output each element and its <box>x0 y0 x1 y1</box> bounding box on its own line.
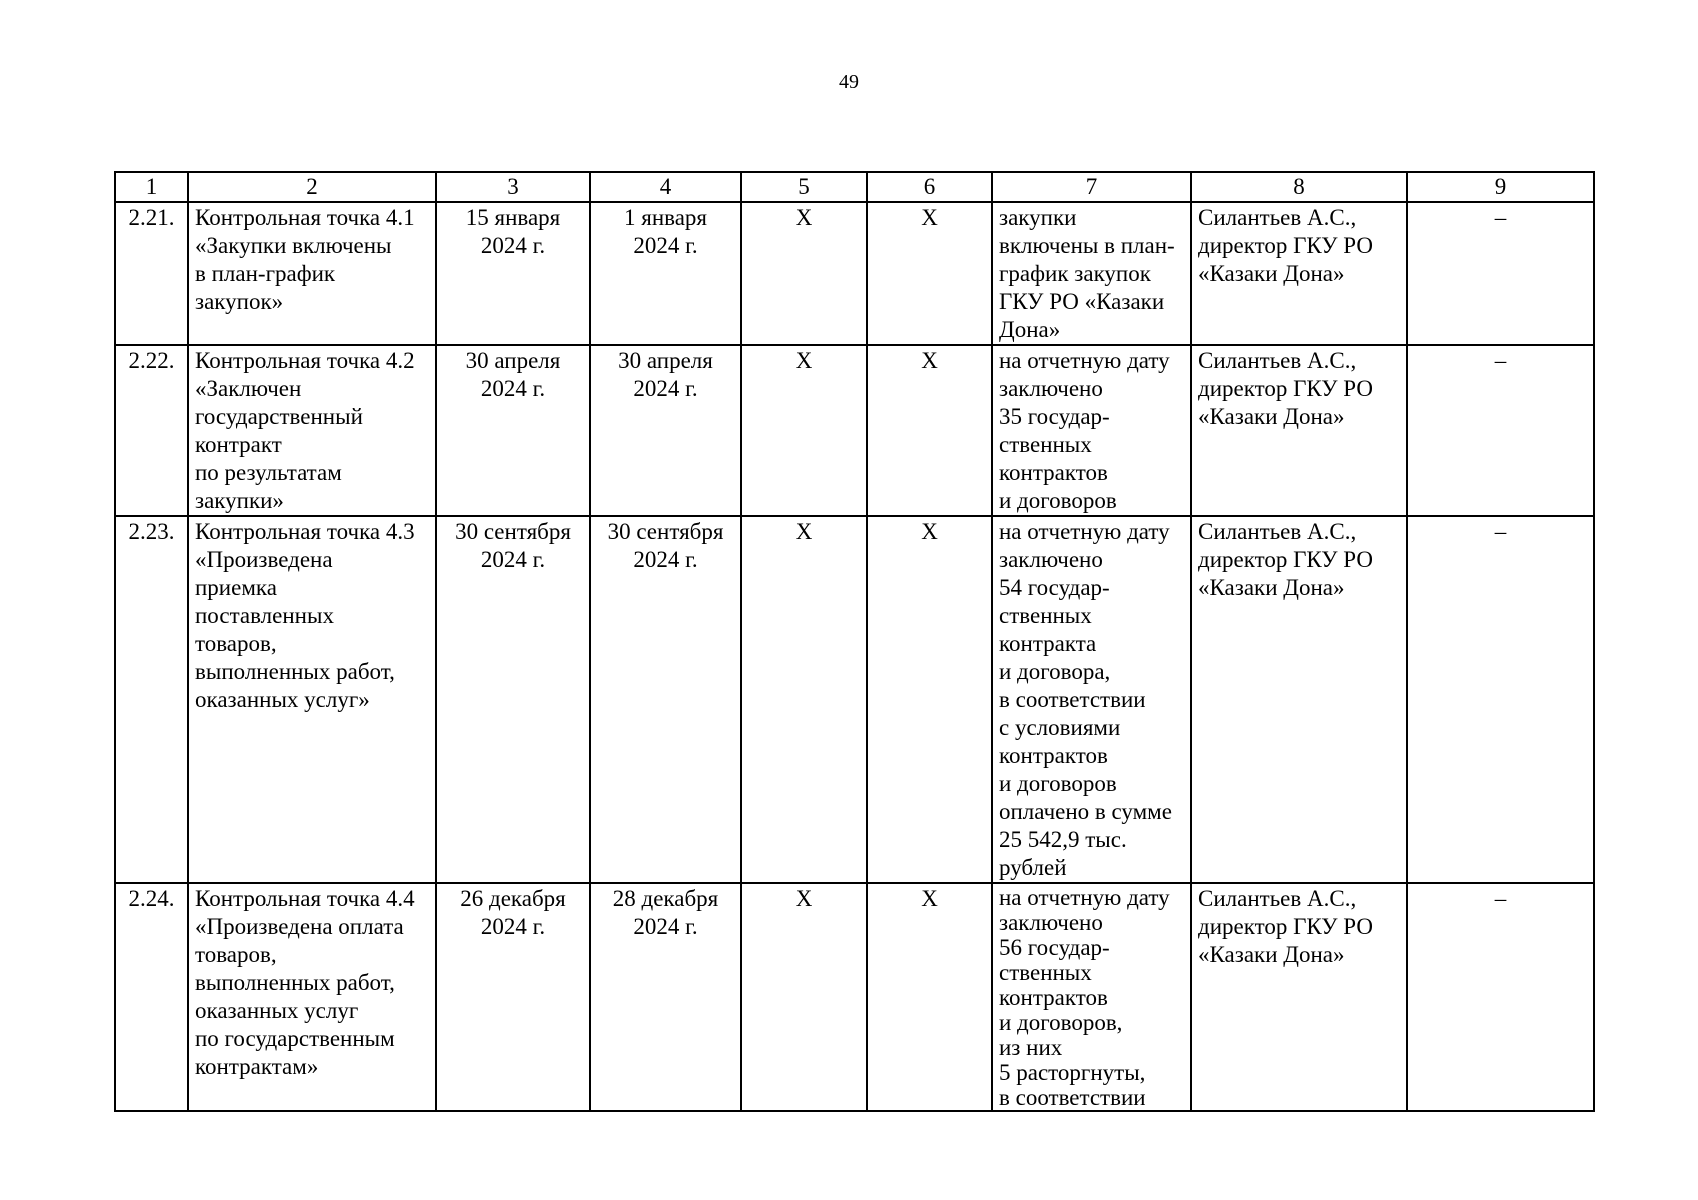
table-row <box>115 202 1594 345</box>
col-6-value: Х <box>867 345 992 516</box>
plan-date: 15 января 2024 г. <box>436 202 590 345</box>
table-row <box>115 883 1594 1111</box>
fact-date: 30 сентября 2024 г. <box>590 516 741 883</box>
status-text: закупки включены в план- график закупок ГКУ РО «Казаки Дона» <box>992 202 1191 345</box>
control-point-name: Контрольная точка 4.4 «Произведена оплата товаров, выполненных работ, оказанных услуг по государственным контрактам» <box>188 883 436 1111</box>
header-row <box>115 172 1594 202</box>
control-point-name: Контрольная точка 4.1 «Закупки включены в план-график закупок» <box>188 202 436 345</box>
col-5-value: Х <box>741 202 867 345</box>
plan-date: 30 апреля 2024 г. <box>436 345 590 516</box>
header-col-5: 5 <box>741 172 867 202</box>
status-text: на отчетную дату заключено 35 государ- ственных контрактов и договоров <box>992 345 1191 516</box>
header-col-3: 3 <box>436 172 590 202</box>
plan-date: 26 декабря 2024 г. <box>436 883 590 1111</box>
responsible-person: Силантьев А.С., директор ГКУ РО «Казаки Дона» <box>1191 883 1407 1111</box>
col-5-value: Х <box>741 345 867 516</box>
note: – <box>1407 883 1594 1111</box>
control-point-name: Контрольная точка 4.2 «Заключен государственный контракт по результатам закупки» <box>188 345 436 516</box>
header-col-4: 4 <box>590 172 741 202</box>
table-row <box>115 345 1594 516</box>
note: – <box>1407 345 1594 516</box>
control-point-name: Контрольная точка 4.3 «Произведена приемка поставленных товаров, выполненных работ, оказанных услуг» <box>188 516 436 883</box>
page-number: 49 <box>839 71 859 93</box>
header-col-8: 8 <box>1191 172 1407 202</box>
responsible-person: Силантьев А.С., директор ГКУ РО «Казаки Дона» <box>1191 345 1407 516</box>
control-points-table <box>114 171 1595 1112</box>
col-6-value: Х <box>867 202 992 345</box>
row-number: 2.21. <box>115 202 188 345</box>
table-row <box>115 516 1594 883</box>
header-col-7: 7 <box>992 172 1191 202</box>
col-5-value: Х <box>741 516 867 883</box>
header-col-1: 1 <box>115 172 188 202</box>
status-text: на отчетную дату заключено 56 государ- ственных контрактов и договоров, из них 5 расторгнуты, в соответствии <box>992 883 1191 1111</box>
row-number: 2.24. <box>115 883 188 1111</box>
fact-date: 28 декабря 2024 г. <box>590 883 741 1111</box>
note: – <box>1407 516 1594 883</box>
note: – <box>1407 202 1594 345</box>
fact-date: 1 января 2024 г. <box>590 202 741 345</box>
row-number: 2.23. <box>115 516 188 883</box>
responsible-person: Силантьев А.С., директор ГКУ РО «Казаки Дона» <box>1191 202 1407 345</box>
col-6-value: Х <box>867 516 992 883</box>
col-5-value: Х <box>741 883 867 1111</box>
header-col-2: 2 <box>188 172 436 202</box>
header-col-6: 6 <box>867 172 992 202</box>
row-number: 2.22. <box>115 345 188 516</box>
status-text: на отчетную дату заключено 54 государ- ственных контракта и договора, в соответствии с условиями контрактов и договоров оплачено в сумме 25 542,9 тыс. рублей <box>992 516 1191 883</box>
responsible-person: Силантьев А.С., директор ГКУ РО «Казаки Дона» <box>1191 516 1407 883</box>
header-col-9: 9 <box>1407 172 1594 202</box>
col-6-value: Х <box>867 883 992 1111</box>
plan-date: 30 сентября 2024 г. <box>436 516 590 883</box>
fact-date: 30 апреля 2024 г. <box>590 345 741 516</box>
